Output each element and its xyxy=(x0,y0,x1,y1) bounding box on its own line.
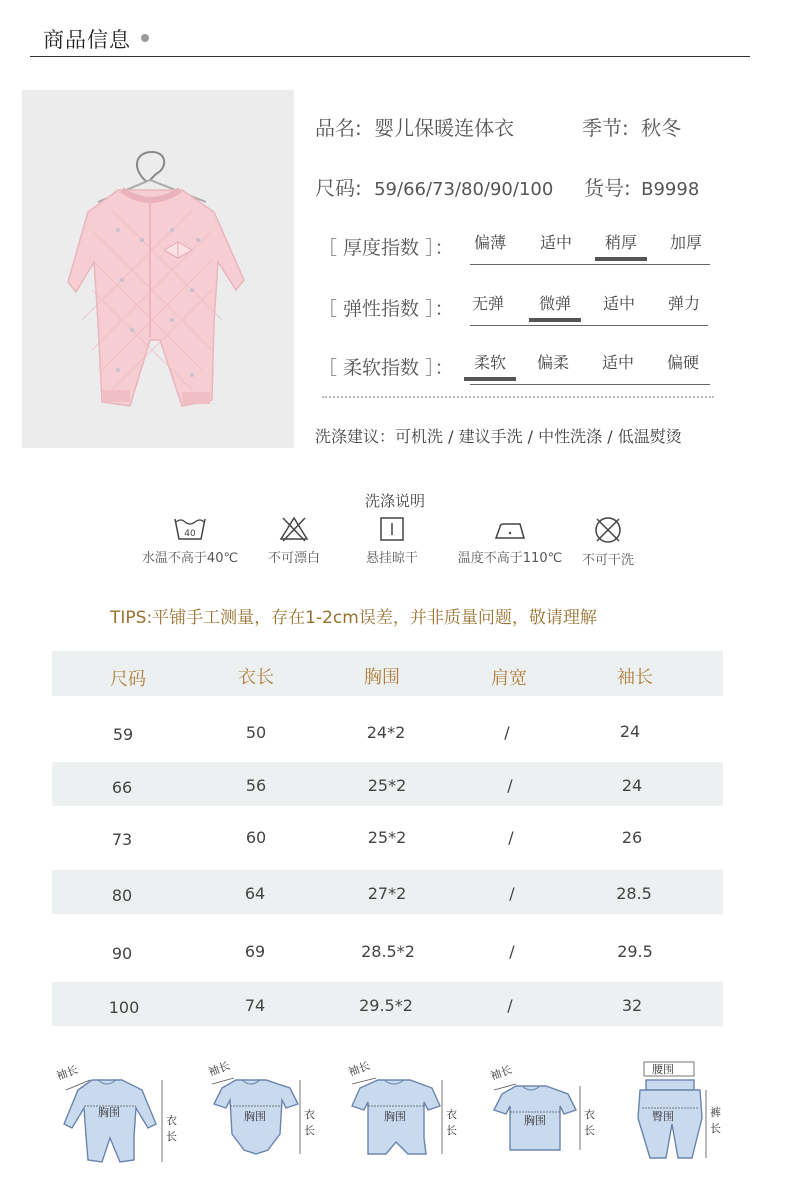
table-cell: / xyxy=(504,723,510,742)
chest-label: 胸围 xyxy=(244,1110,266,1123)
table-cell: 24 xyxy=(621,776,643,795)
dotted-divider xyxy=(322,396,714,398)
sleeve-label: 袖长 xyxy=(54,1063,80,1083)
table-header-cell: 肩宽 xyxy=(491,668,527,689)
thickness-index-label: ［ 厚度指数 ］： xyxy=(318,237,454,259)
index-option: 偏薄 xyxy=(473,233,506,252)
hip-label: 臀围 xyxy=(652,1110,674,1123)
table-row xyxy=(52,762,723,806)
wash-label: 悬挂晾干 xyxy=(365,551,418,566)
table-cell: 28.5*2 xyxy=(361,942,415,961)
length-label: 裤 xyxy=(710,1106,721,1119)
table-header-cell: 衣长 xyxy=(238,667,274,688)
table-cell: 66 xyxy=(111,778,133,797)
chest-label: 胸围 xyxy=(524,1114,546,1127)
iron-low-item xyxy=(448,515,572,566)
table-cell: 26 xyxy=(621,828,643,847)
index-option: 加厚 xyxy=(669,233,702,252)
length-label: 衣 xyxy=(304,1108,315,1121)
no-dry-clean-item xyxy=(570,515,646,568)
index-option-selected: 稍厚 xyxy=(589,230,653,253)
hang-dry-icon xyxy=(377,515,407,543)
table-cell: 29.5 xyxy=(617,942,653,961)
length-label: 长 xyxy=(166,1130,177,1143)
chest-label: 胸围 xyxy=(98,1106,120,1119)
tshirt-diagram-icon xyxy=(488,1062,600,1166)
section-title: 商品信息 xyxy=(43,28,131,52)
softness-index-label: ［ 柔软指数 ］： xyxy=(318,357,454,379)
table-cell: 64 xyxy=(244,884,266,903)
table-cell: 69 xyxy=(244,942,266,961)
table-cell: 59 xyxy=(112,725,134,744)
index-option: 弹力 xyxy=(667,294,700,313)
sku-label: 货号: xyxy=(584,176,631,200)
index-option: 适中 xyxy=(539,233,572,252)
table-cell: 90 xyxy=(111,944,133,963)
table-cell: / xyxy=(507,776,513,795)
size-value: 59/66/73/80/90/100 xyxy=(374,179,554,200)
sku-row xyxy=(584,172,699,201)
table-cell: 74 xyxy=(244,996,266,1015)
wash-title: 洗涤说明 xyxy=(364,492,425,510)
wash-label: 温度不高于110℃ xyxy=(457,551,563,566)
table-cell: 28.5 xyxy=(616,884,652,903)
thickness-index-options xyxy=(470,230,710,265)
name-label: 品名: xyxy=(315,116,362,140)
sleeve-label: 袖长 xyxy=(488,1063,514,1083)
table-cell: 73 xyxy=(111,830,133,849)
length-label: 长 xyxy=(584,1124,595,1137)
table-cell: 56 xyxy=(245,776,267,795)
romper-diagram-icon xyxy=(52,1058,184,1168)
table-header-cell: 袖长 xyxy=(617,667,653,688)
sku-value: B9998 xyxy=(641,179,700,200)
chest-label: 胸围 xyxy=(384,1110,406,1123)
index-option: 无弹 xyxy=(471,294,504,313)
table-cell: / xyxy=(507,996,513,1015)
length-label: 长 xyxy=(446,1124,457,1137)
length-label: 长 xyxy=(304,1124,315,1137)
table-row xyxy=(52,813,723,859)
hang-dry-item xyxy=(350,515,434,566)
table-cell: / xyxy=(509,884,515,903)
index-option: 适中 xyxy=(601,353,634,372)
table-cell: 24*2 xyxy=(366,723,406,742)
index-option: 适中 xyxy=(602,294,635,313)
length-label: 衣 xyxy=(446,1108,457,1121)
wash-label: 不可干洗 xyxy=(581,553,634,568)
table-cell: 50 xyxy=(245,723,267,742)
softness-index-options xyxy=(470,350,710,385)
season-row xyxy=(582,112,681,141)
table-cell: 60 xyxy=(245,828,267,847)
tips-text: TIPS:平铺手工测量，存在1-2cm误差，并非质量问题，敬请理解 xyxy=(110,608,597,628)
elasticity-index-options xyxy=(470,291,708,326)
table-row xyxy=(52,926,723,972)
waist-label: 腰围 xyxy=(652,1063,674,1076)
table-header-cell: 尺码 xyxy=(110,669,146,690)
iron-low-icon xyxy=(492,515,528,543)
table-cell: 27*2 xyxy=(367,884,407,903)
romper-image xyxy=(22,90,294,448)
wash-label: 水温不高于40℃ xyxy=(141,551,239,566)
length-label: 衣 xyxy=(166,1114,177,1127)
wash-40-icon xyxy=(172,515,208,543)
season-value: 秋冬 xyxy=(641,116,682,140)
elasticity-index-label: ［ 弹性指数 ］： xyxy=(318,298,454,320)
index-option-selected: 微弹 xyxy=(523,291,587,314)
table-cell: 25*2 xyxy=(367,776,407,795)
table-cell: 29.5*2 xyxy=(359,996,413,1015)
bodysuit-diagram-icon xyxy=(206,1058,324,1166)
table-cell: 24 xyxy=(619,722,641,741)
sleeve-label: 袖长 xyxy=(346,1059,372,1079)
table-row xyxy=(52,870,723,914)
table-header-cell: 胸围 xyxy=(364,667,400,688)
title-dot xyxy=(141,34,149,42)
table-header-row xyxy=(52,651,723,696)
table-cell: 25*2 xyxy=(367,828,407,847)
wash-40-item xyxy=(134,515,246,566)
no-bleach-icon xyxy=(278,515,310,543)
index-option-selected: 柔软 xyxy=(458,350,522,373)
pants-diagram-icon xyxy=(626,1058,726,1168)
no-dry-clean-icon xyxy=(592,515,624,545)
short-romper-diagram-icon xyxy=(346,1058,466,1166)
table-row xyxy=(52,709,723,755)
season-label: 季节: xyxy=(582,116,629,140)
index-option: 偏硬 xyxy=(666,353,699,372)
product-photo xyxy=(22,90,294,448)
name-value: 婴儿保暖连体衣 xyxy=(374,116,515,140)
table-cell: 100 xyxy=(108,998,140,1017)
table-cell: / xyxy=(508,828,514,847)
sleeve-label: 袖长 xyxy=(206,1059,232,1079)
table-cell: / xyxy=(509,942,515,961)
size-label: 尺码: xyxy=(315,176,362,200)
wash-temp-badge: 40 xyxy=(184,529,196,539)
index-option: 偏柔 xyxy=(536,353,569,372)
no-bleach-item xyxy=(252,515,336,566)
wash-label: 不可漂白 xyxy=(267,551,320,566)
length-label: 长 xyxy=(710,1122,721,1135)
header-divider xyxy=(30,56,750,57)
table-cell: 32 xyxy=(621,996,643,1015)
wash-advice: 洗涤建议：可机洗 / 建议手洗 / 中性洗涤 / 低温熨烫 xyxy=(315,427,682,446)
size-row xyxy=(315,172,553,201)
length-label: 衣 xyxy=(584,1108,595,1121)
table-cell: 80 xyxy=(111,886,133,905)
product-name-row xyxy=(315,112,514,141)
table-row xyxy=(52,982,723,1026)
